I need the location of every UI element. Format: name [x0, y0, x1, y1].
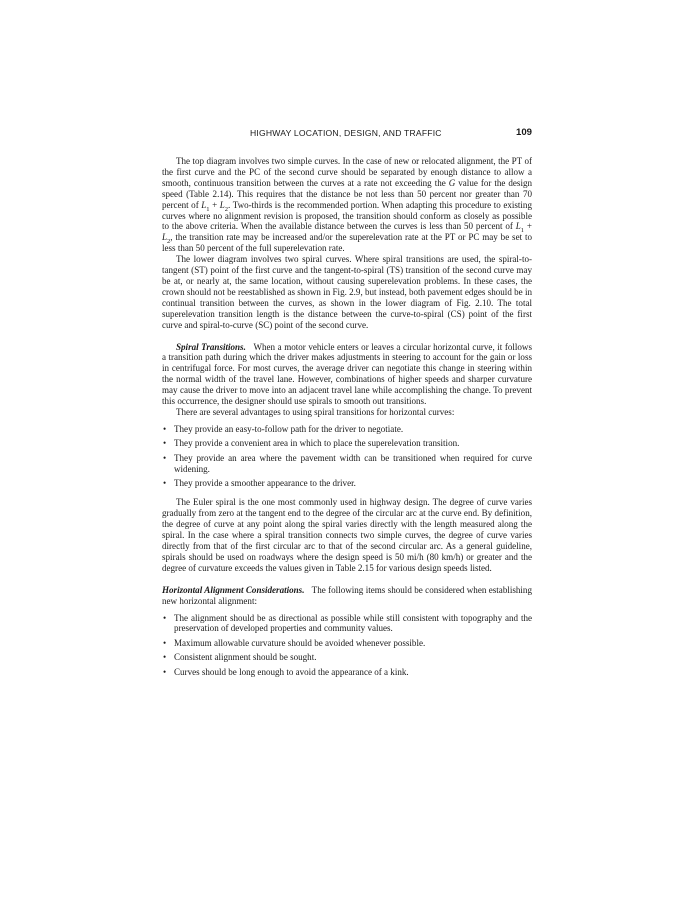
- list-item: • Consistent alignment should be sought.: [163, 652, 317, 663]
- section-heading-alignment-considerations: Horizontal Alignment Considerations.: [162, 584, 305, 595]
- bullet-icon: •: [163, 652, 167, 663]
- list-item: • They provide an area where the pavement width can be transitioned when required for curve widening.: [163, 452, 532, 474]
- section-heading-spiral-transitions: Spiral Transitions.: [176, 341, 246, 352]
- list-alignment-considerations: [162, 613, 532, 678]
- page-number: 109: [515, 127, 532, 138]
- paragraph-alignment-considerations: Horizontal Alignment Considerations. The following items should be considered when establishing new horizontal alignment:: [162, 584, 532, 606]
- list-spiral-advantages: [162, 424, 532, 489]
- paragraph-euler-spiral: The Euler spiral is the one most commonly used in highway design. The degree of curve varies gradually from zero at the tangent end to the degree of the circular arc at the curve end. By definition, the degree of curve at any point along the spiral varies directly with the length measured along the spiral. In the case where a spiral transition connects two simple curves, the degree of curve varies directly from that of the first circular arc to that of the second circular arc. As a general guideline, spirals should be used on roadways where the design speed is 50 mi/h (80 km/h) or greater and the degree of curvature exceeds the values given in Table 2.15 for various design speeds listed.: [162, 497, 532, 573]
- list-item: • They provide a convenient area in which to place the superelevation transition.: [163, 438, 460, 449]
- paragraph-simple-curves: The top diagram involves two simple curves. In the case of new or relocated alignment, the PT of the first curve and the PC of the second curve should be separated by enough distance to allow a smooth, continuous transition between the curves at a rate not exceeding the G value for the design speed (Table 2.14). This requires that the distance be not less than 50 percent nor greater than 70 percent of $L_1 + L_2$. Two-thirds is the recommended portion. When adapting this procedure to existing curves where no alignment revision is proposed, the transition should conform as closely as possible to the above criteria. When the available distance between the curves is less than 50 percent of $L_1 + L_2$, the transition rate may be increased and/or the superelevation rate at the PT or PC may be set to less than 50 percent of the full superelevation rate.: [162, 156, 533, 254]
- formula-l1-plus-l2: $L_1 + L_2$: [162, 221, 532, 246]
- list-item: • Maximum allowable curvature should be avoided whenever possible.: [163, 637, 426, 648]
- page-header: [162, 128, 532, 142]
- page-body: [162, 156, 532, 681]
- bullet-icon: •: [163, 666, 167, 677]
- formula-l1-plus-l2: $L_1 + L_2$: [201, 199, 229, 213]
- bullet-icon: •: [163, 477, 167, 488]
- bullet-icon: •: [163, 612, 167, 623]
- paragraph-spiral-advantages-intro: There are several advantages to using spiral transitions for horizontal curves:: [176, 406, 455, 417]
- list-item: • They provide an easy-to-follow path for the driver to negotiate.: [163, 423, 404, 434]
- list-item: • The alignment should be as directional as possible while still consistent with topography and the preservation of developed properties and community values.: [163, 612, 532, 634]
- bullet-icon: •: [163, 452, 167, 463]
- paragraph-spiral-curves: The lower diagram involves two spiral curves. Where spiral transitions are used, the spiral-to-tangent (ST) point of the first curve and the tangent-to-spiral (TS) transition of the second curve may be at, or nearly at, the same location, without causing superelevation problems. In these cases, the crown should not be reestablished as shown in Fig. 2.9, but instead, both pavement edges should be in continual transition between the curves, as shown in the lower diagram of Fig. 2.10. The total superelevation transition length is the distance between the curve-to-spiral (CS) point of the first curve and spiral-to-curve (SC) point of the second curve.: [162, 254, 532, 330]
- paragraph-spiral-transitions: Spiral Transitions. When a motor vehicle enters or leaves a circular horizontal curve, it follows a transition path during which the driver makes adjustments in steering to account for the gain or loss in centrifugal force. For most curves, the average driver can negotiate this change in steering within the normal width of the travel lane. However, combinations of higher speeds and sharper curvature may cause the driver to move into an adjacent travel lane while accomplishing the change. To prevent this occurrence, the designer should use spirals to smooth out transitions.: [162, 341, 532, 407]
- list-item: • They provide a smoother appearance to the driver.: [163, 477, 356, 488]
- list-item: • Curves should be long enough to avoid the appearance of a kink.: [163, 666, 409, 677]
- bullet-icon: •: [163, 637, 167, 648]
- bullet-icon: •: [163, 423, 167, 434]
- bullet-icon: •: [163, 438, 167, 449]
- running-title: HIGHWAY LOCATION, DESIGN, AND TRAFFIC: [250, 128, 442, 138]
